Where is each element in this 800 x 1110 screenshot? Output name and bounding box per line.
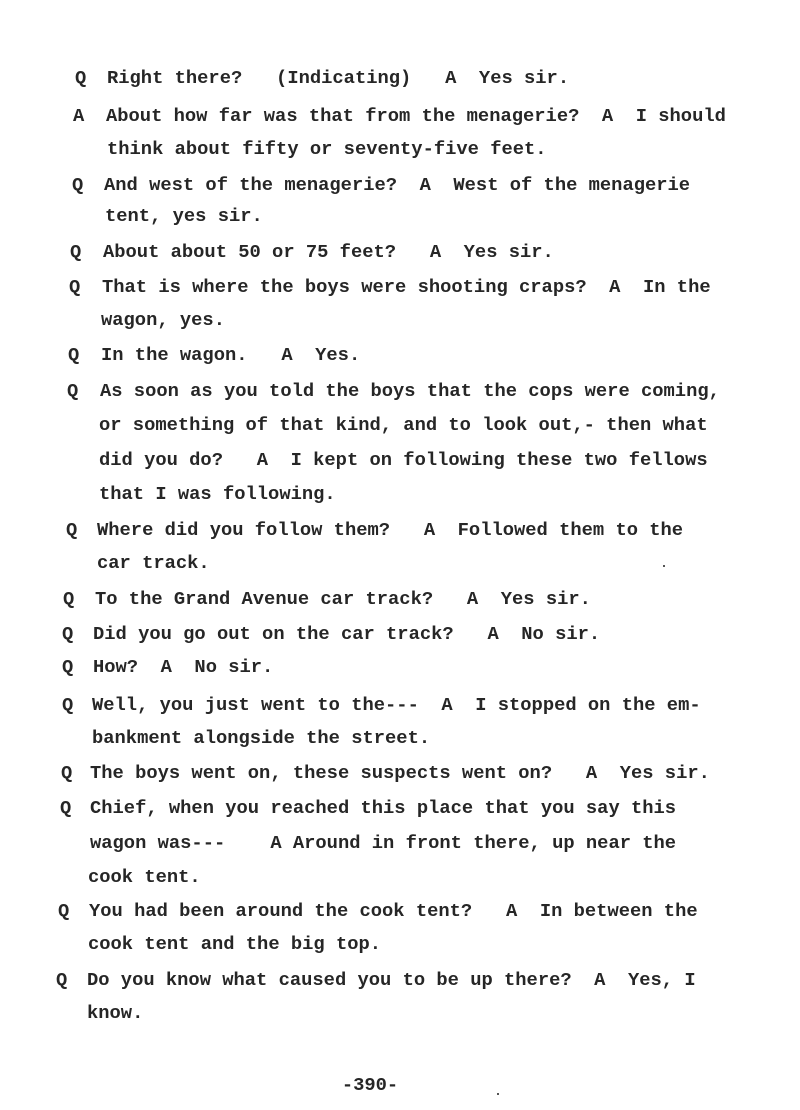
- question-marker: Q: [70, 241, 82, 263]
- question-marker: Q: [63, 588, 75, 610]
- transcript-line: Did you go out on the car track? A No sir.: [93, 623, 601, 645]
- question-marker: Q: [61, 762, 73, 784]
- transcript-line: You had been around the cook tent? A In between the: [89, 900, 698, 922]
- transcript-line: To the Grand Avenue car track? A Yes sir.: [95, 588, 591, 610]
- transcript-line: Right there? (Indicating) A Yes sir.: [107, 67, 570, 89]
- transcript-line: cook tent.: [88, 866, 201, 888]
- transcript-line: or something of that kind, and to look out,- then what: [99, 414, 708, 436]
- question-marker: Q: [56, 969, 68, 991]
- transcript-line: Well, you just went to the--- A I stopped on the em-: [92, 694, 701, 716]
- question-marker: Q: [58, 900, 70, 922]
- paper-speck: [663, 565, 665, 567]
- transcript-line: About how far was that from the menagerie? A I should: [106, 105, 726, 127]
- question-marker: Q: [66, 519, 78, 541]
- transcript-line: wagon, yes.: [101, 309, 225, 331]
- transcript-line: Where did you follow them? A Followed them to the: [97, 519, 684, 541]
- transcript-line: The boys went on, these suspects went on? A Yes sir.: [90, 762, 710, 784]
- question-marker: Q: [62, 623, 74, 645]
- transcript-line: bankment alongside the street.: [92, 727, 431, 749]
- question-marker: Q: [75, 67, 87, 89]
- transcript-line: tent, yes sir.: [105, 205, 263, 227]
- question-marker: Q: [60, 797, 72, 819]
- transcript-line: About about 50 or 75 feet? A Yes sir.: [103, 241, 554, 263]
- question-marker: Q: [68, 344, 80, 366]
- page-number: -390-: [341, 1074, 399, 1096]
- transcript-line: And west of the menagerie? A West of the menagerie: [104, 174, 691, 196]
- transcript-line: did you do? A I kept on following these two fellows: [99, 449, 708, 471]
- question-marker: Q: [69, 276, 81, 298]
- transcript-line: Do you know what caused you to be up there? A Yes, I: [87, 969, 696, 991]
- paper-speck: [497, 1093, 499, 1095]
- transcript-line: think about fifty or seventy-five feet.: [107, 138, 547, 160]
- transcript-line: How? A No sir.: [93, 656, 274, 678]
- transcript-line: know.: [87, 1002, 144, 1024]
- question-marker: Q: [62, 656, 74, 678]
- transcript-line: car track.: [97, 552, 210, 574]
- transcript-line: cook tent and the big top.: [88, 933, 382, 955]
- transcript-line: As soon as you told the boys that the cops were coming,: [100, 380, 720, 402]
- transcript-line: In the wagon. A Yes.: [101, 344, 361, 366]
- answer-marker: A: [73, 105, 85, 127]
- question-marker: Q: [72, 174, 84, 196]
- transcript-line: wagon was--- A Around in front there, up near the: [90, 832, 677, 854]
- question-marker: Q: [67, 380, 79, 402]
- transcript-line: that I was following.: [99, 483, 336, 505]
- question-marker: Q: [62, 694, 74, 716]
- transcript-line: Chief, when you reached this place that you say this: [90, 797, 677, 819]
- transcript-line: That is where the boys were shooting craps? A In the: [102, 276, 711, 298]
